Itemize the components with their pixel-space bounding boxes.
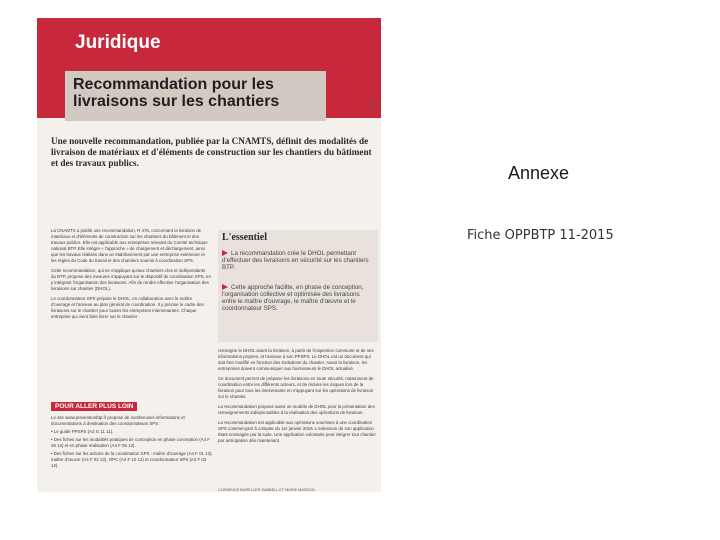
annexe-label: Annexe — [508, 163, 570, 183]
left-paragraph: La CNAMTS a publié une recommandation, R 476, concernant la livraison de matériaux et d'éléments de construction sur les chantiers du bâtiment et des travaux publics. Elle est applicable aux entreprises relevant du Comité technique national BTP. Elle intègre « l'approche » de chargement et déchargement, ainsi que les travaux réalisés dans un établissement par une entreprise extérieure et les règles du Code du travail et des chantiers soumis à coordination SPS. — [51, 228, 208, 263]
left-paragraph: Le coordonnateur SPS prépare le DHOL, en collaboration avec le maître d'ouvrage et l'annexe au plan général de coordination. Il y précise le cadre des livraisons sur le chantier pour toutes les entreprises intervenantes. Chaque entreprise qui vient faire livrer sur le chantier — [51, 296, 204, 319]
essentiel-item-text: La recommandation crée le DHOL permettant d'effectuer des livraisons en sécurité sur les chantiers BTP. — [222, 250, 369, 271]
article-scan — [37, 18, 381, 492]
list-item: Le site www.preventionbtp.fr propose de nombreuses informations et documentations à destination des coordonnateurs SPS : — [51, 415, 185, 426]
right-column — [218, 348, 378, 448]
list-item: • Des fiches sur les actions de la coordination SPS : maître d'ouvrage (A4 F 01 13), maître d'œuvre (A4 F 02 13), OPC (A4 F 10 13) et coordonnateur SPS (A4 F 03 12). — [51, 451, 213, 468]
left-paragraph: Cette recommandation, qui ne s'applique qu'aux chantiers clos et indépendants du BTP, propose des mesures s'appuyant sur le dispositif de coordination SPS, en y intégrant l'organisation des livraisons. Afin de rendre effective l'organisation des livraisons sur chantier (DHOL). — [51, 268, 211, 291]
essentiel-item — [222, 250, 372, 271]
right-paragraph: renseigne le DHOL avant la livraison, à partir de l'inspection commune et de ses informations propres, et l'annexe à son PPSPS. Le DHOL est un document qui doit être modifié en fonction des évolutions du chantier. Avant la livraison, les entreprises doivent communiquer aux fournisseurs le DHOL actualisé. — [218, 348, 374, 371]
article-lead: Une nouvelle recommandation, publiée par la CNAMTS, définit des modalités de livraison de matériaux et d'éléments de construction sur les chantiers du bâtiment et des travaux publics. — [51, 136, 372, 168]
left-column — [51, 228, 211, 324]
list-item: • Des fiches sur les modalités pratiques de conception en phase conception (A4 F 26 13) et en phase réalisation (A4 F 06 13). — [51, 437, 210, 448]
section-title: Juridique — [75, 32, 161, 53]
right-paragraph: La recommandation propose aussi un modèle de DHOL pour la présentation des renseignements indispensables à la réalisation des opérations de livraison. — [218, 404, 375, 415]
essentiel-item-text: Cette approche facilite, en phase de conception, l'organisation collective et optimisée des livraisons entre le maître d'ouvrage, le maître d'œuvre et le coordonnateur SPS. — [222, 284, 364, 312]
essentiel-title: L'essentiel — [222, 232, 267, 243]
article-headline: Recommandation pour les livraisons sur les chantiers — [73, 76, 280, 110]
page-number: 11-2 — [370, 100, 379, 112]
right-paragraph: La recommandation est applicable aux opérations soumises à une coordination SPS commençant à compter du 1er janvier 2016. L'extension de son application étant envisagée par la suite. Une application volontaire peut intégrer tout chantier par anticipation dès maintenant. — [218, 420, 376, 443]
more-label: POUR ALLER PLUS LOIN — [51, 402, 137, 411]
article-signature: CLÉMENCE BURELLER-SABBELL ET MARIE MASSON — [218, 488, 315, 492]
arrow-right-icon — [222, 250, 228, 256]
fiche-label: Fiche OPPBTP 11-2015 — [467, 228, 614, 243]
essentiel-item — [222, 284, 372, 312]
right-paragraph: Ce document permet de préparer les livraisons en toute sécurité, notamment de coordination entre les différents acteurs, et de réduire les risques lors de la livraison pour tous les intervenants en s'appuyant sur les opérations de livraison sur le chantier. — [218, 376, 374, 399]
more-list — [51, 415, 213, 471]
list-item: • Le guide PPSPS (A3 G 11 11). — [51, 429, 114, 434]
arrow-right-icon — [222, 284, 228, 290]
